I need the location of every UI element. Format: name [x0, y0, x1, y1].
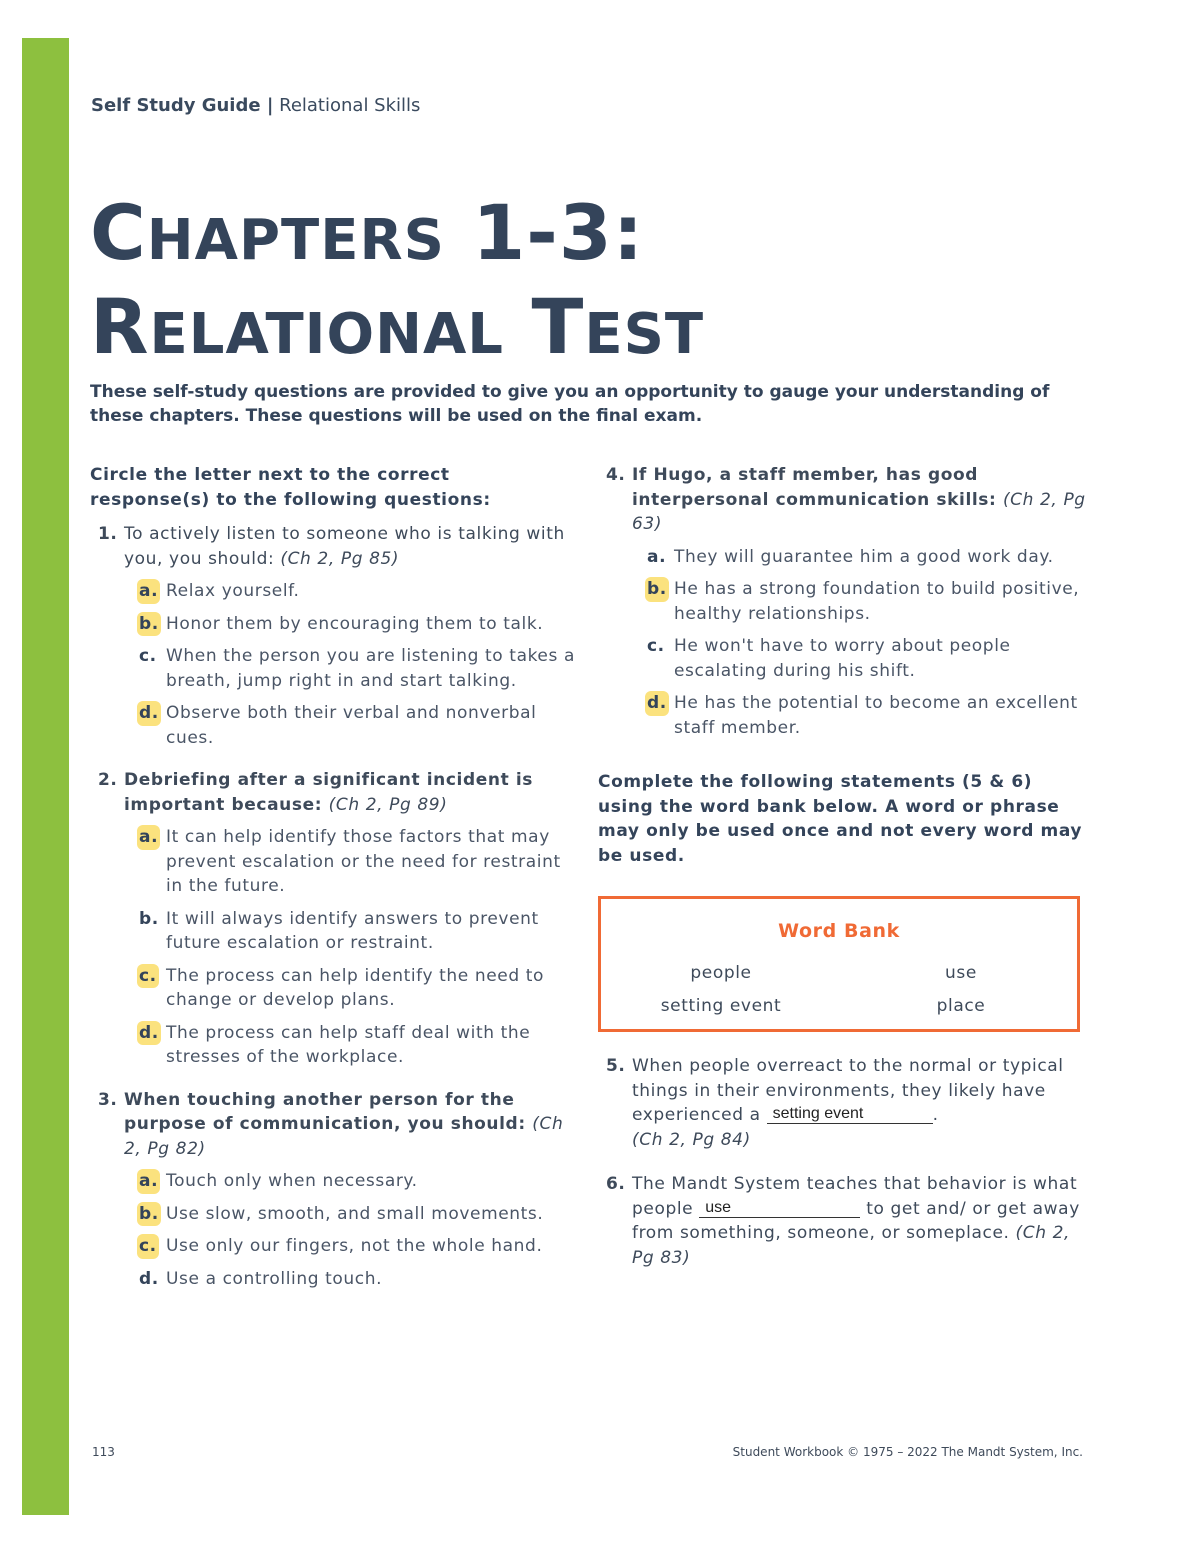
question-text: When touching another person for the purpose of communication, you should:	[124, 1089, 533, 1134]
word-bank	[598, 896, 1080, 1032]
question-text: If Hugo, a staff member, has good interpersonal communication skills:	[632, 465, 1003, 510]
question-1	[90, 522, 575, 750]
answer-option[interactable]	[124, 644, 575, 693]
title-text: HAPTERS	[146, 208, 445, 273]
question-3	[90, 1088, 575, 1292]
option-text: He won't have to worry about people escalating during his shift.	[674, 636, 1011, 681]
question-text: When people overreact to the normal or typical things in their environments, they likely have experienced a	[632, 1056, 1064, 1125]
question-4	[598, 463, 1088, 740]
word-bank-word: setting event	[660, 996, 782, 1016]
page-title	[90, 190, 704, 378]
answer-blank-6[interactable]: use	[699, 1199, 860, 1218]
reference: (Ch 2, Pg 82)	[124, 1114, 564, 1159]
option-letter: b.	[645, 577, 669, 602]
question-text: To actively listen to someone who is talking with you, you should:	[124, 524, 565, 569]
option-text: The process can help staff deal with the stresses of the workplace.	[166, 1022, 531, 1067]
green-side-bar	[22, 38, 69, 1515]
question-text: Debriefing after a significant incident is important because:	[124, 770, 533, 815]
answer-option[interactable]	[124, 1234, 575, 1259]
title-text: C	[90, 188, 147, 277]
option-letter: d.	[139, 1268, 159, 1289]
option-text: When the person you are listening to takes a breath, jump right in and start talking.	[166, 646, 575, 691]
intro-text: These self-study questions are provided to give you an opportunity to gauge your understanding of these chapters. These questions will be used on the final exam.	[90, 382, 1050, 426]
answer-option[interactable]	[124, 1021, 575, 1070]
reference: (Ch 2, Pg 63)	[632, 489, 1086, 534]
word-bank-title: Word Bank	[778, 920, 900, 942]
answer-option[interactable]	[124, 825, 575, 899]
question-stem	[124, 768, 575, 817]
answer-option[interactable]	[632, 691, 1088, 740]
question-stem	[124, 1088, 575, 1162]
option-text: Honor them by encouraging them to talk.	[166, 613, 544, 634]
answer-option[interactable]	[124, 907, 575, 956]
option-letter: a.	[137, 579, 160, 604]
question-5	[598, 1054, 1088, 1152]
answer-option[interactable]	[124, 1267, 575, 1292]
answer-option[interactable]	[124, 579, 575, 604]
option-text: Observe both their verbal and nonverbal cues.	[166, 703, 537, 748]
answer-option[interactable]	[124, 1202, 575, 1227]
question-number: 3.	[98, 1089, 118, 1110]
left-instruction: Circle the letter next to the correct response(s) to the following questions:	[90, 465, 491, 510]
answer-option[interactable]	[632, 577, 1088, 626]
option-letter: c.	[647, 636, 665, 656]
option-letter: a.	[137, 825, 160, 850]
question-number: 6.	[606, 1174, 626, 1194]
word-bank-word: people	[690, 963, 752, 983]
question-stem	[632, 463, 1088, 537]
option-text: He has a strong foundation to build positive, healthy relationships.	[674, 579, 1080, 624]
left-column	[90, 463, 575, 1291]
option-text: They will guarantee him a good work day.	[674, 546, 1054, 567]
answer-option[interactable]	[124, 612, 575, 637]
option-text: Touch only when necessary.	[166, 1171, 418, 1191]
word-bank-word: place	[936, 996, 986, 1016]
option-text: Use slow, smooth, and small movements.	[166, 1203, 544, 1224]
option-text: It will always identify answers to prevent future escalation or restraint.	[166, 908, 539, 953]
right-instruction: Complete the following statements (5 & 6) using the word bank below. A word or phrase may only be used once and not every word may be used.	[598, 772, 1083, 866]
question-number: 1.	[98, 524, 118, 544]
option-letter: b.	[137, 612, 161, 637]
question-text: to get and/ or get away from something, someone, or someplace.	[632, 1198, 1080, 1243]
question-2	[90, 768, 575, 1070]
option-letter: d.	[137, 701, 161, 726]
answer-option[interactable]	[632, 634, 1088, 683]
answer-option[interactable]	[124, 1169, 575, 1194]
reference: (Ch 2, Pg 85)	[280, 548, 400, 569]
title-text: T	[504, 282, 585, 371]
option-letter: b.	[139, 908, 159, 929]
page-header	[91, 95, 420, 116]
option-letter: a.	[137, 1169, 160, 1194]
page-number: 113	[92, 1445, 115, 1459]
option-text: He has the potential to become an excellent staff member.	[674, 693, 1078, 738]
guide-label: Self Study Guide |	[91, 95, 274, 116]
option-letter: b.	[137, 1202, 161, 1227]
title-text: 1-3:	[444, 188, 645, 277]
question-text: The Mandt System teaches that behavior is what people	[632, 1174, 1078, 1219]
question-6	[598, 1172, 1088, 1270]
copyright: Student Workbook © 1975 – 2022 The Mandt System, Inc.	[732, 1445, 1083, 1459]
question-number: 2.	[98, 770, 118, 790]
option-letter: a.	[647, 546, 667, 567]
right-column	[598, 463, 1088, 1270]
reference: (Ch 2, Pg 84)	[632, 1129, 751, 1150]
option-text: The process can help identify the need to change or develop plans.	[166, 965, 544, 1010]
option-letter: d.	[137, 1021, 161, 1046]
option-text: Use a controlling touch.	[166, 1268, 383, 1289]
answer-option[interactable]	[124, 701, 575, 750]
question-stem	[124, 522, 575, 571]
option-letter: c.	[139, 646, 157, 666]
option-text: Use only our fingers, not the whole hand.	[166, 1236, 543, 1256]
question-number: 4.	[606, 465, 626, 485]
title-text: ELATIONAL	[149, 302, 504, 367]
question-text: .	[932, 1105, 939, 1125]
answer-option[interactable]	[632, 545, 1088, 570]
word-bank-word: use	[945, 963, 977, 983]
reference: (Ch 2, Pg 83)	[632, 1223, 1071, 1268]
option-text: Relax yourself.	[166, 581, 300, 601]
option-letter: c.	[137, 1234, 159, 1259]
question-number: 5.	[606, 1056, 626, 1076]
option-letter: c.	[137, 964, 159, 989]
option-letter: d.	[645, 691, 669, 716]
answer-blank-5[interactable]: setting event	[767, 1105, 933, 1124]
reference: (Ch 2, Pg 89)	[328, 794, 448, 815]
option-text: It can help identify those factors that may prevent escalation or the need for restraint in the future.	[166, 827, 561, 896]
title-text: EST	[584, 302, 705, 367]
answer-option[interactable]	[124, 964, 575, 1013]
title-text: R	[90, 282, 150, 371]
section-label: Relational Skills	[273, 95, 421, 116]
